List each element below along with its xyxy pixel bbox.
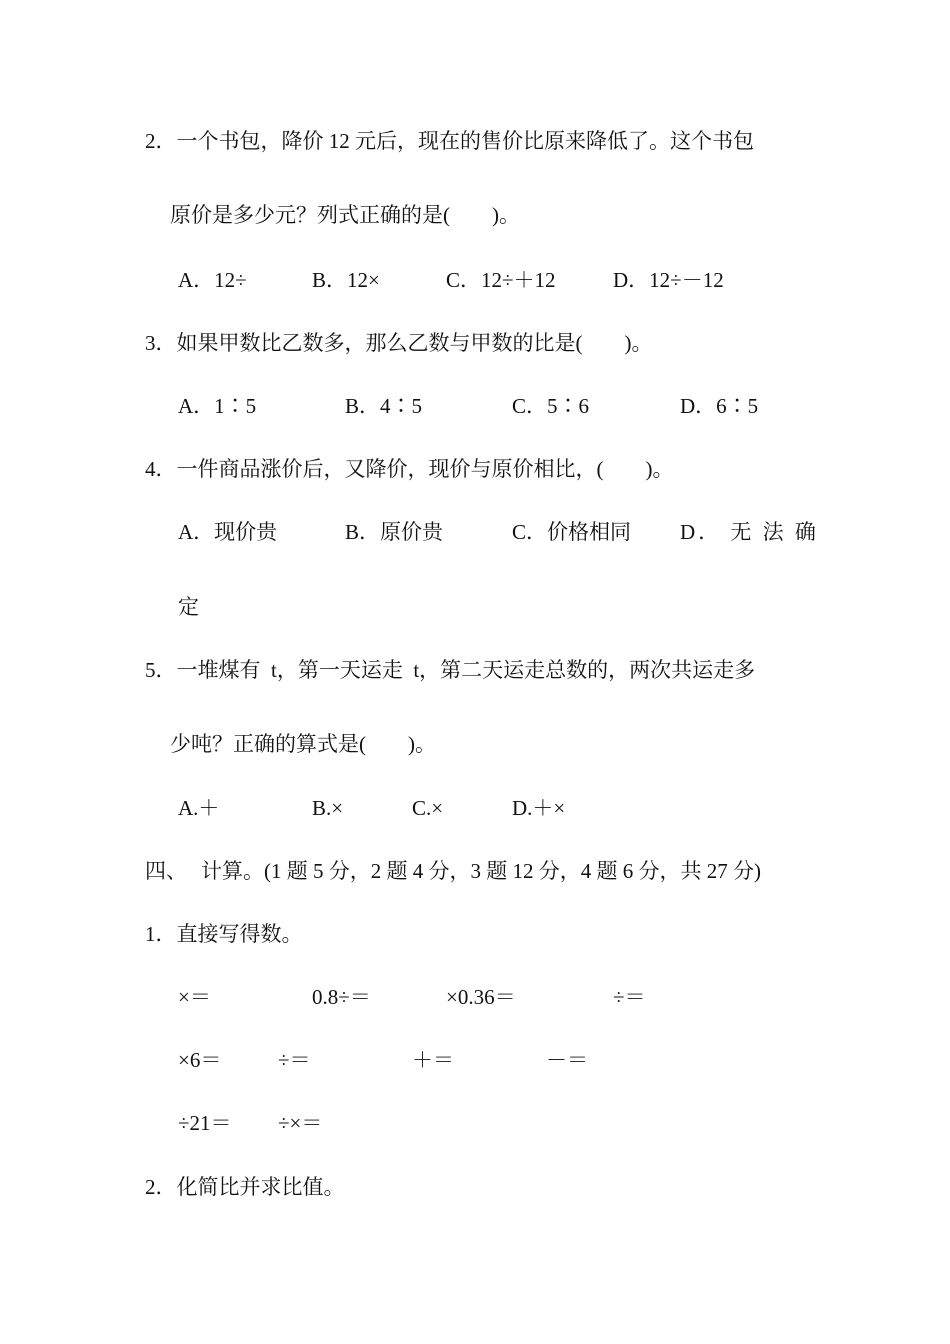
- option-a: A．现价贵: [178, 520, 278, 544]
- question-text: 3．如果甲数比乙数多，那么乙数与甲数的比是( )。: [145, 331, 653, 355]
- option-d: D．12÷－12: [613, 268, 724, 292]
- option-d-wrap: 定: [178, 595, 199, 619]
- question-text: 4．一件商品涨价后，又降价，现价与原价相比，( )。: [145, 457, 674, 481]
- option-d: D．6∶5: [680, 394, 759, 418]
- question-text: 2．一个书包，降价 12 元后，现在的售价比原来降低了。这个书包: [145, 129, 754, 153]
- expression: ÷×＝: [278, 1111, 323, 1135]
- question-text: 原价是多少元？列式正确的是( )。: [170, 203, 520, 227]
- option-b: B．12×: [312, 268, 380, 292]
- option-b: B.×: [312, 796, 344, 820]
- option-a: A.＋: [178, 796, 220, 820]
- expression: ＋＝: [412, 1048, 454, 1072]
- expression: ÷＝: [278, 1048, 311, 1072]
- expression: ÷＝: [613, 985, 646, 1009]
- option-d: D.＋×: [512, 796, 566, 820]
- question-text: 5．一堆煤有 t，第一天运走 t，第二天运走总数的，两次共运走多: [145, 658, 756, 682]
- expression: ×6＝: [178, 1048, 222, 1072]
- expression: －＝: [546, 1048, 588, 1072]
- option-c: C．5∶6: [512, 394, 590, 418]
- question-text: 少吨？正确的算式是( )。: [170, 732, 436, 756]
- option-d: D． 无 法 确: [680, 520, 819, 544]
- section-number: 四、: [145, 859, 187, 883]
- subquestion-title: 1．直接写得数。: [145, 922, 303, 946]
- option-a: A．12÷: [178, 268, 247, 292]
- subquestion-title: 2．化简比并求比值。: [145, 1175, 345, 1199]
- option-c: C.×: [412, 796, 444, 820]
- option-c: C．价格相同: [512, 520, 632, 544]
- option-a: A．1∶5: [178, 394, 257, 418]
- expression: ×0.36＝: [446, 985, 516, 1009]
- expression: ÷21＝: [178, 1111, 232, 1135]
- option-b: B．4∶5: [345, 394, 423, 418]
- expression: 0.8÷＝: [312, 985, 371, 1009]
- option-b: B．原价贵: [345, 520, 444, 544]
- option-c: C．12÷＋12: [446, 268, 556, 292]
- expression: ×＝: [178, 985, 211, 1009]
- section-title: 计算。(1 题 5 分，2 题 4 分，3 题 12 分，4 题 6 分，共 27 分): [201, 859, 761, 883]
